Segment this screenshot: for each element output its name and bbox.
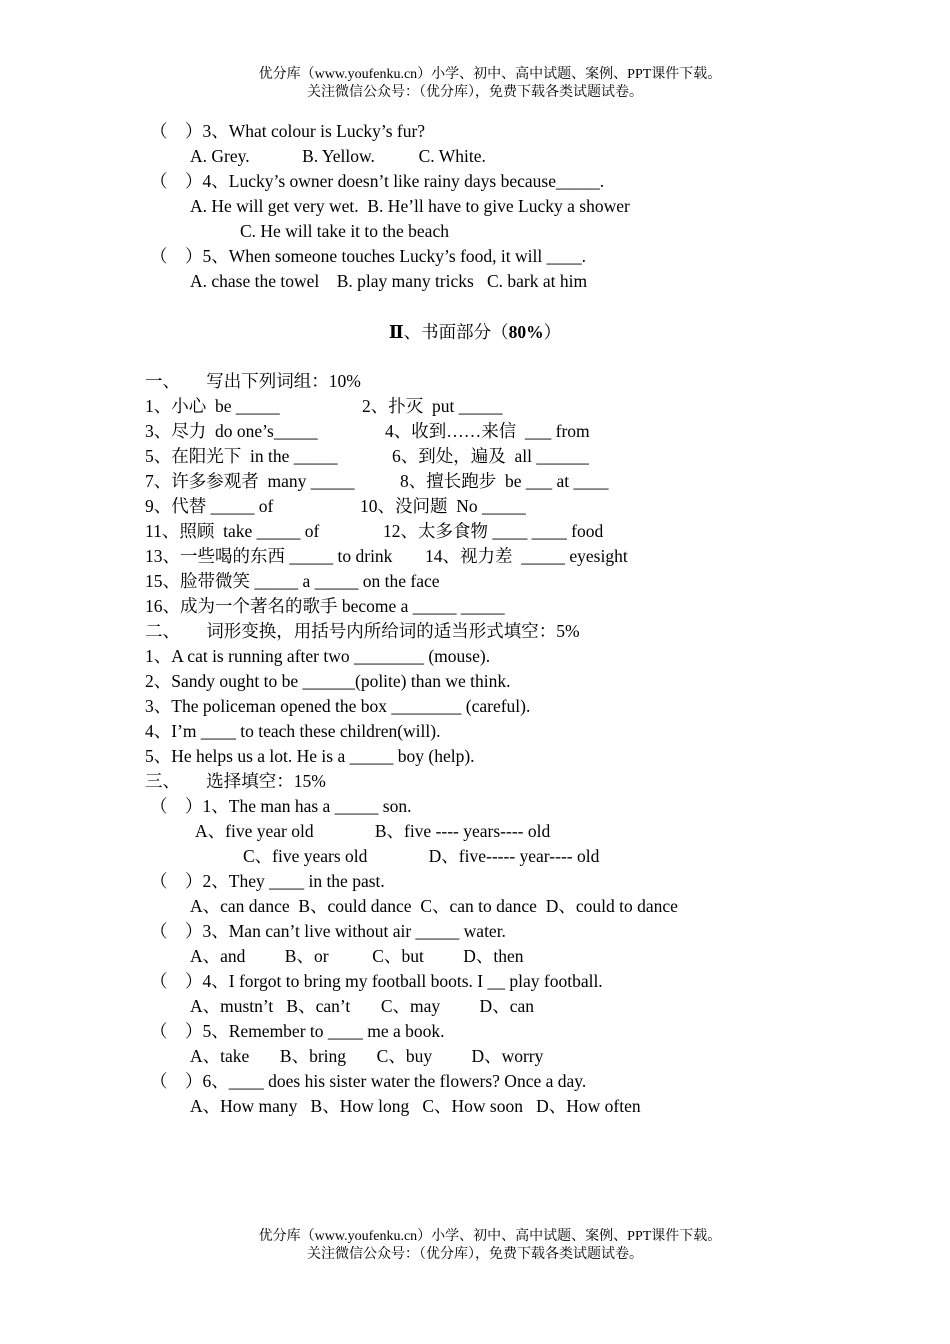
reading-q5-options: A. chase the towel B. play many tricks C. bark at him: [190, 271, 588, 291]
part3-q2-options: A、can dance B、could dance C、can to dance D、could to dance: [190, 896, 678, 916]
part1-item-14: 14、视力差 _____ eyesight: [425, 546, 628, 566]
part1-item-13: 13、一些喝的东西 _____ to drink: [145, 546, 393, 566]
footer-line-1: 优分库（www.youfenku.cn）小学、初中、高中试题、案例、PPT课件下载。: [258, 1229, 722, 1244]
part2-item-5: 5、He helps us a lot. He is a _____ boy (help).: [145, 746, 475, 766]
part2-item-1: 1、A cat is running after two ________ (mouse).: [145, 646, 491, 666]
page-footer: [0, 1228, 950, 1264]
part1-item-10: 10、没问题 No _____: [360, 496, 526, 516]
section-2-label: 、书面部分（: [403, 322, 509, 342]
page-header: [0, 66, 950, 102]
header-line-1: 优分库（www.youfenku.cn）小学、初中、高中试题、案例、PPT课件下载。: [258, 67, 722, 82]
section-2-roman: Ⅱ: [388, 322, 404, 342]
part3-q5: （ ）5、Remember to ____ me a book.: [150, 1021, 445, 1041]
part1-heading: 一、 写出下列词组：10%: [145, 371, 361, 391]
reading-q4: （ ）4、Lucky’s owner doesn’t like rainy days because_____.: [150, 171, 605, 191]
reading-q4-options-2: C. He will take it to the beach: [240, 221, 449, 241]
section-2-percent: 80%: [508, 322, 544, 342]
part3-q3: （ ）3、Man can’t live without air _____ water.: [150, 921, 506, 941]
part1-item-12: 12、太多食物 ____ ____ food: [383, 521, 604, 541]
part1-item-16: 16、成为一个著名的歌手 become a _____ _____: [145, 596, 505, 616]
part3-q5-options: A、take B、bring C、buy D、worry: [190, 1046, 544, 1066]
part3-q3-options: A、and B、or C、but D、then: [190, 946, 524, 966]
part1-item-6: 6、到处，遍及 all ______: [392, 446, 589, 466]
reading-q5: （ ）5、When someone touches Lucky’s food, it will ____.: [150, 246, 586, 266]
part3-q1-options: A、five year old B、five ---- years---- old: [195, 821, 551, 841]
part1-item-7: 7、许多参观者 many _____: [145, 471, 355, 491]
part3-q1: （ ）1、The man has a _____ son.: [150, 796, 412, 816]
part2-item-3: 3、The policeman opened the box ________ (careful).: [145, 696, 531, 716]
part2-item-4: 4、I’m ____ to teach these children(will).: [145, 721, 441, 741]
header-line-2: 关注微信公众号：（优分库），免费下载各类试题试卷。: [307, 85, 643, 100]
section-2-title: [0, 319, 950, 344]
part3-q6: （ ）6、____ does his sister water the flowers? Once a day.: [150, 1071, 587, 1091]
part1-item-4: 4、收到……来信 ___ from: [385, 421, 590, 441]
part1-item-9: 9、代替 _____ of: [145, 496, 274, 516]
part3-q1-options-2: C、five years old D、five----- year---- old: [243, 846, 600, 866]
part3-q4-options: A、mustn’t B、can’t C、may D、can: [190, 996, 534, 1016]
part3-q2: （ ）2、They ____ in the past.: [150, 871, 385, 891]
reading-q3-options: A. Grey. B. Yellow. C. White.: [190, 146, 486, 166]
part3-q6-options: A、How many B、How long C、How soon D、How often: [190, 1096, 641, 1116]
part1-item-2: 2、扑灭 put _____: [362, 396, 503, 416]
part1-item-8: 8、擅长跑步 be ___ at ____: [400, 471, 609, 491]
reading-q4-options: A. He will get very wet. B. He’ll have to give Lucky a shower: [190, 196, 630, 216]
part2-heading: 二、 词形变换，用括号内所给词的适当形式填空：5%: [145, 621, 580, 641]
footer-line-2: 关注微信公众号：（优分库），免费下载各类试题试卷。: [307, 1247, 643, 1262]
part1-item-11: 11、照顾 take _____ of: [145, 521, 320, 541]
part2-item-2: 2、Sandy ought to be ______(polite) than we think.: [145, 671, 511, 691]
reading-q3: （ ）3、What colour is Lucky’s fur?: [150, 121, 426, 141]
part1-item-3: 3、尽力 do one’s_____: [145, 421, 318, 441]
part1-item-5: 5、在阳光下 in the _____: [145, 446, 338, 466]
part1-item-1: 1、小心 be _____: [145, 396, 280, 416]
part3-heading: 三、 选择填空：15%: [145, 771, 326, 791]
part3-q4: （ ）4、I forgot to bring my football boots. I __ play football.: [150, 971, 603, 991]
part1-item-15: 15、脸带微笑 _____ a _____ on the face: [145, 571, 440, 591]
section-2-close: ）: [543, 322, 562, 342]
